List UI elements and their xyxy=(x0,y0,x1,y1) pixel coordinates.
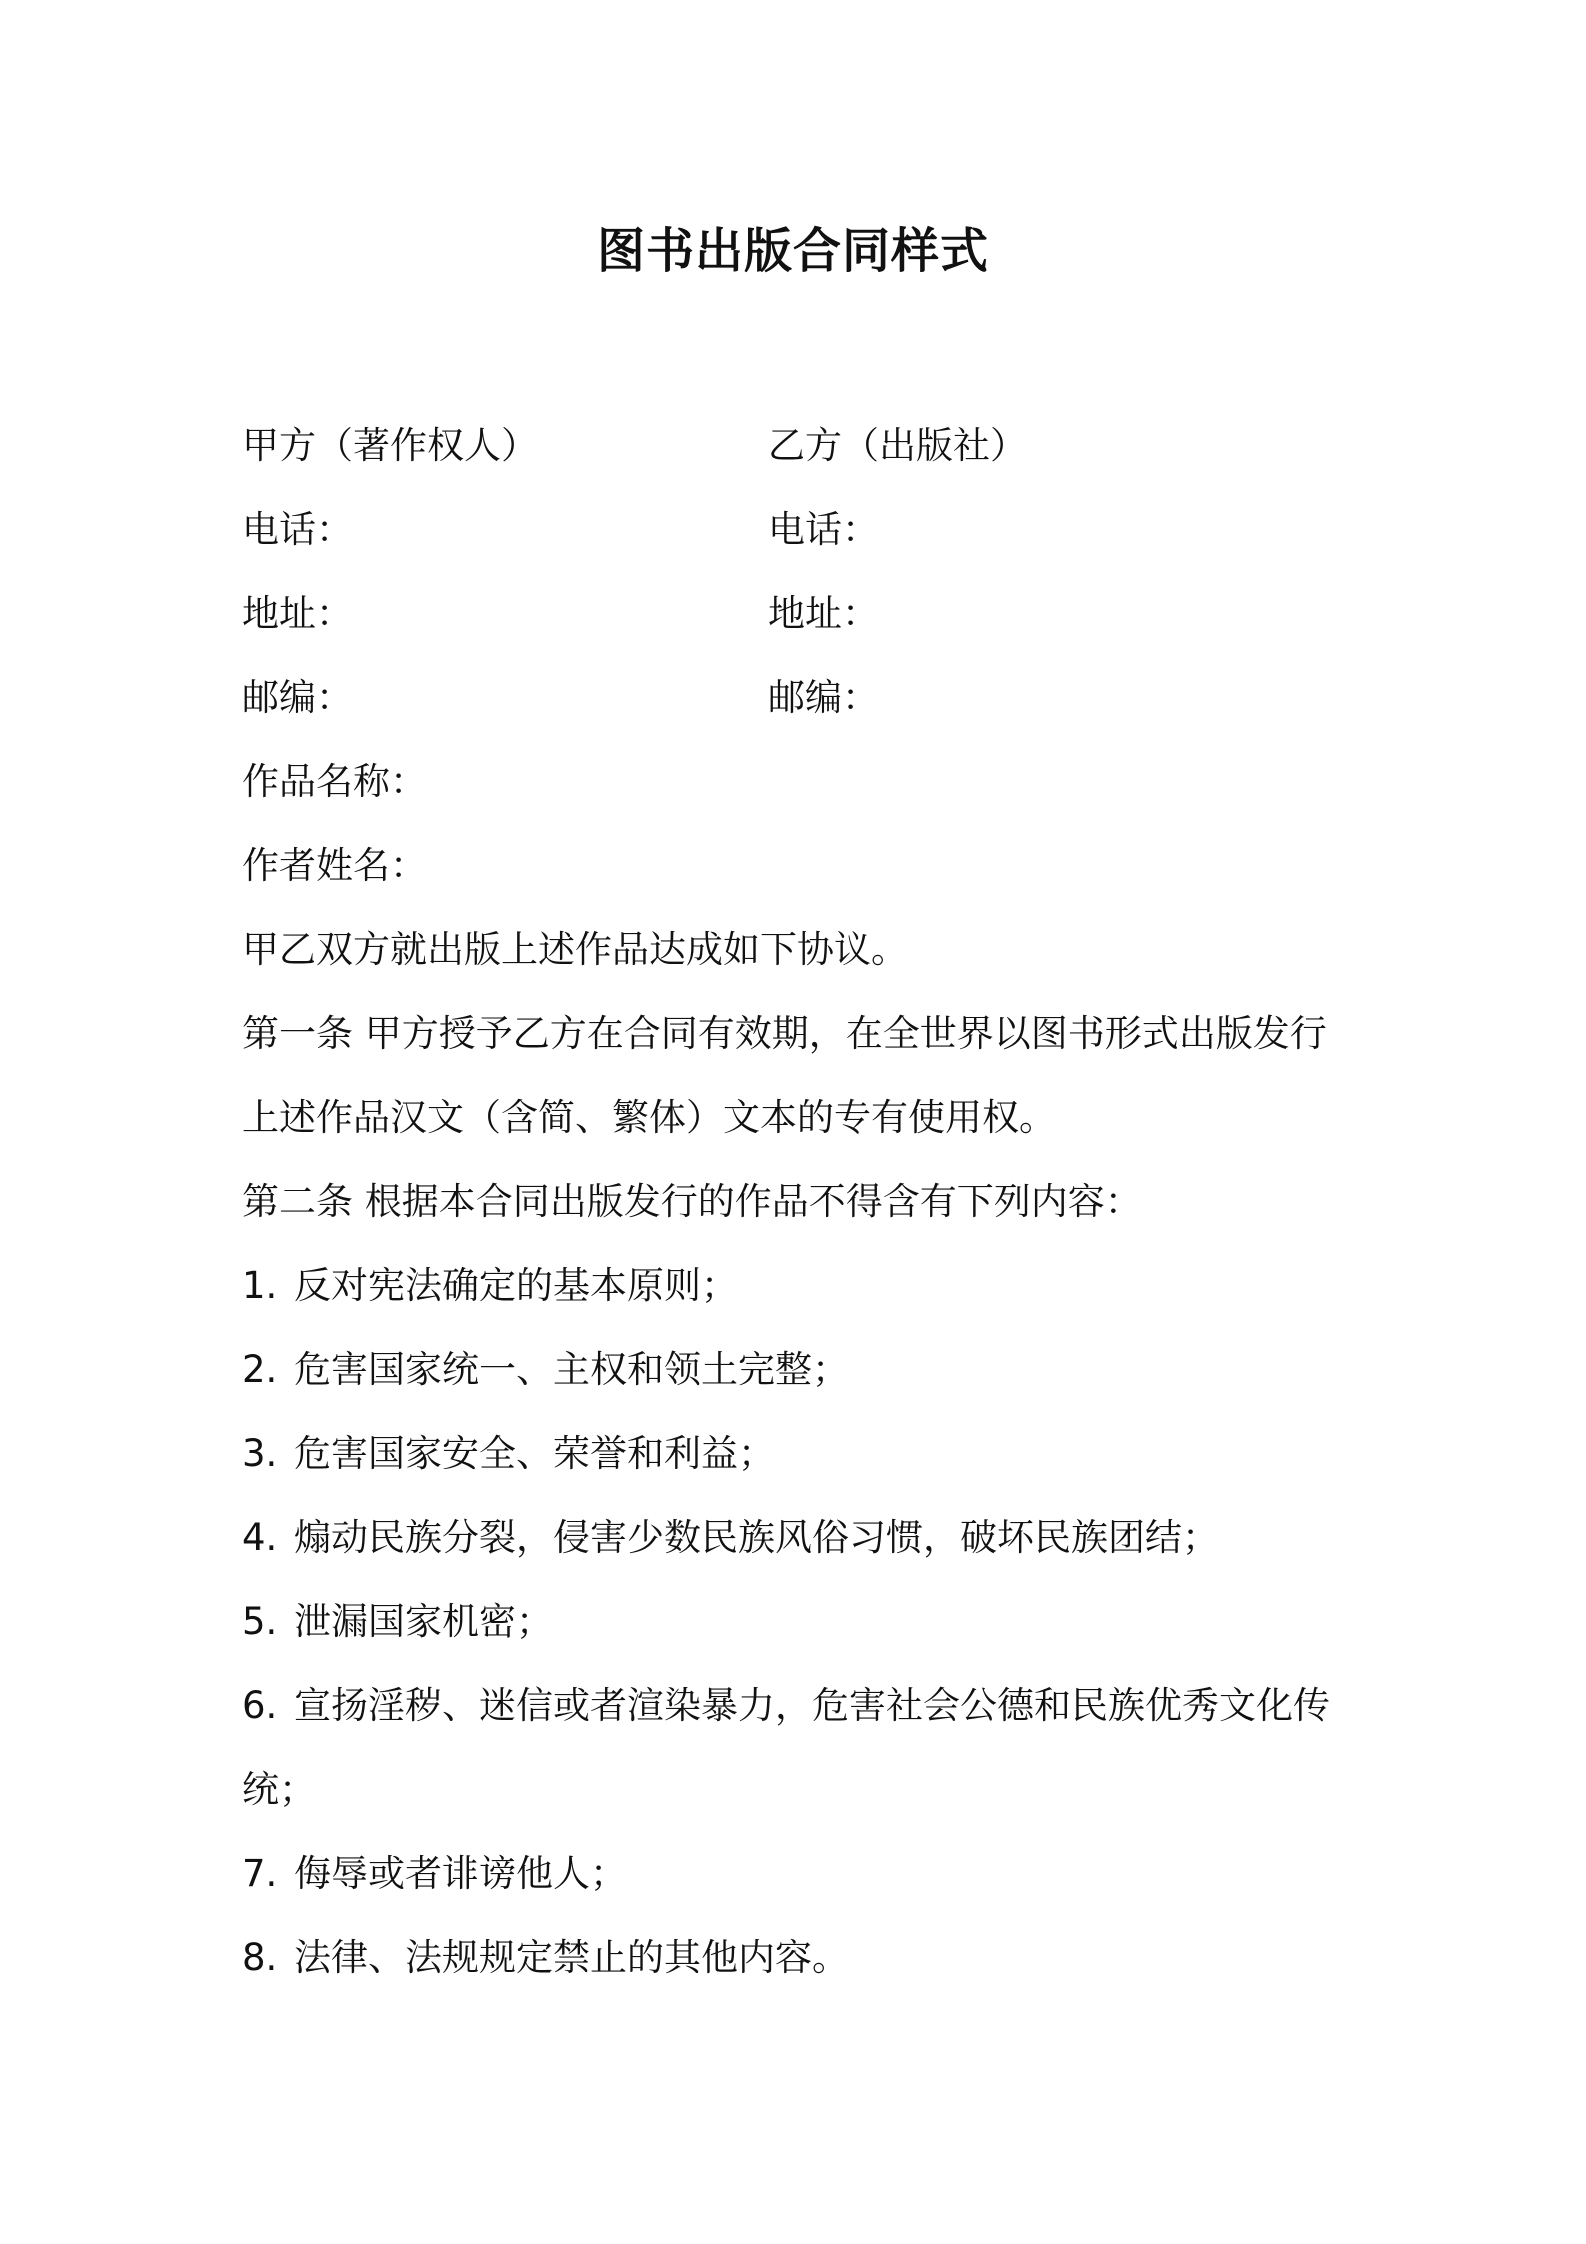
party-heading-row xyxy=(242,404,1352,488)
party-a-heading: 甲方（著作权人） xyxy=(242,424,538,467)
list-item-text: 危害国家安全、荣誉和利益； xyxy=(294,1432,775,1475)
party-a-address-label: 地址： xyxy=(242,592,353,635)
article-1-line-1: 第一条 甲方授予乙方在合同有效期，在全世界以图书形式出版发行 xyxy=(242,1012,1327,1055)
article-1-line-2: 上述作品汉文（含简、繁体）文本的专有使用权。 xyxy=(242,1096,1056,1139)
list-item xyxy=(242,1244,1352,1328)
party-b-address-label: 地址： xyxy=(768,592,879,635)
list-item-number: 7. xyxy=(242,1852,278,1895)
list-item xyxy=(242,1664,1352,1748)
list-item-number: 3. xyxy=(242,1432,278,1475)
list-item-text: 侮辱或者诽谤他人； xyxy=(294,1852,627,1895)
list-item-continuation xyxy=(242,1748,1352,1832)
list-item xyxy=(242,1916,1352,2000)
postcode-row xyxy=(242,656,1352,740)
list-item-number: 1. xyxy=(242,1264,278,1307)
party-b-postcode-label: 邮编： xyxy=(768,676,879,719)
list-item-number: 4. xyxy=(242,1516,278,1559)
address-row xyxy=(242,572,1352,656)
list-item-text-continued: 统； xyxy=(242,1768,316,1811)
party-a-postcode-label: 邮编： xyxy=(242,676,353,719)
document-title: 图书出版合同样式 xyxy=(596,223,989,279)
agreement-intro: 甲乙双方就出版上述作品达成如下协议。 xyxy=(242,928,908,971)
article-2-text: 第二条 根据本合同出版发行的作品不得含有下列内容： xyxy=(242,1180,1142,1223)
list-item-text: 危害国家统一、主权和领土完整； xyxy=(294,1348,849,1391)
list-item xyxy=(242,1496,1352,1580)
document-body xyxy=(242,404,1352,2000)
list-item xyxy=(242,1832,1352,1916)
list-item-number: 2. xyxy=(242,1348,278,1391)
list-item xyxy=(242,1328,1352,1412)
list-item-number: 8. xyxy=(242,1936,278,1979)
party-b-phone-label: 电话： xyxy=(768,508,879,551)
list-item-text: 宣扬淫秽、迷信或者渲染暴力，危害社会公德和民族优秀文化传 xyxy=(294,1684,1330,1727)
phone-row xyxy=(242,488,1352,572)
party-b-heading: 乙方（出版社） xyxy=(768,424,1027,467)
list-item xyxy=(242,1580,1352,1664)
list-item-number: 5. xyxy=(242,1600,278,1643)
list-item xyxy=(242,1412,1352,1496)
list-item-number: 6. xyxy=(242,1684,278,1727)
author-name-label: 作者姓名： xyxy=(242,844,427,887)
list-item-text: 煽动民族分裂，侵害少数民族风俗习惯，破坏民族团结； xyxy=(294,1516,1219,1559)
party-a-phone-label: 电话： xyxy=(242,508,353,551)
list-item-text: 法律、法规规定禁止的其他内容。 xyxy=(294,1936,849,1979)
list-item-text: 反对宪法确定的基本原则； xyxy=(294,1264,738,1307)
list-item-text: 泄漏国家机密； xyxy=(294,1600,553,1643)
work-title-label: 作品名称： xyxy=(242,760,427,803)
